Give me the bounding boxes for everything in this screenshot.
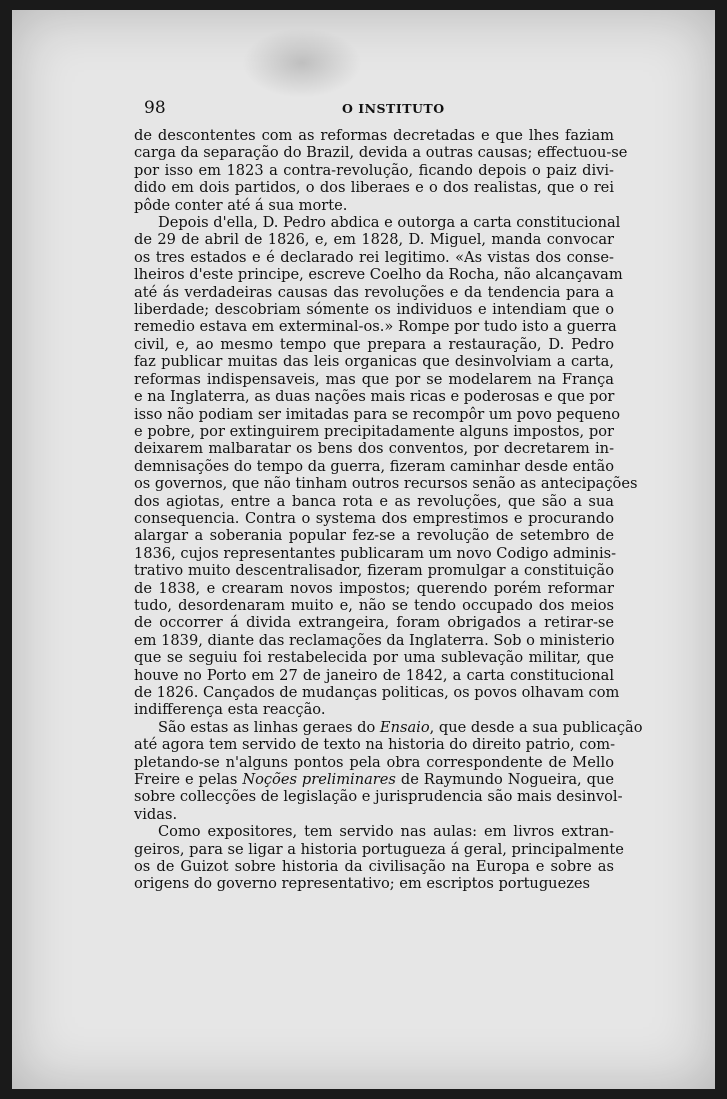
- text-line: 1836, cujos representantes publicaram um novo Codigo adminis-: [134, 544, 617, 562]
- text-line: de 29 de abril de 1826, e, em 1828, D. Miguel, manda convocar: [134, 231, 614, 249]
- text-line: liberdade; descobriam sómente os individuos e intendiam que o: [134, 301, 614, 319]
- text-line: e pobre, por extinguirem precipitadamente alguns impostos, por: [134, 422, 614, 440]
- text-line: dido em dois partidos, o dos liberaes e o dos realistas, que o rei: [134, 179, 614, 197]
- text-line: Depois d'ella, D. Pedro abdica e outorga a carta constitucional: [158, 214, 621, 232]
- text-line: tudo, desordenaram muito e, não se tendo occupado dos meios: [134, 596, 614, 614]
- text-line: pôde conter até á sua morte.: [134, 196, 348, 214]
- text-line: deixarem malbaratar os bens dos conventos, por decretarem in-: [134, 440, 614, 458]
- text-line: até ás verdadeiras causas das revoluções e da tendencia para a: [134, 283, 614, 301]
- text-line: Freire e pelas Noções preliminares de Raymundo Nogueira, que: [134, 771, 614, 789]
- text-line: de 1838, e crearam novos impostos; querendo porém reformar: [134, 579, 614, 597]
- italic-title: Noções preliminares: [242, 771, 396, 789]
- text-line: reformas indispensaveis, mas que por se modelarem na França: [134, 370, 614, 388]
- text-line: consequencia. Contra o systema dos emprestimos e procurando: [134, 509, 614, 527]
- text-line: de occorrer á divida extrangeira, foram obrigados a retirar-se: [134, 614, 614, 632]
- text-line: de 1826. Cançados de mudanças politicas, os povos olhavam com: [134, 684, 620, 701]
- text-line: faz publicar muitas das leis organicas que desinvolviam a carta,: [134, 353, 614, 371]
- text-line: os governos, que não tinham outros recursos senão as antecipações: [134, 475, 638, 493]
- paragraph: [134, 718, 643, 823]
- body-text: [134, 127, 643, 893]
- page-number: 98: [144, 98, 166, 118]
- paragraph: [134, 214, 638, 719]
- text-line: indifferença esta reacção.: [134, 701, 326, 719]
- italic-title: Ensaio: [379, 718, 430, 736]
- text-line: pletando-se n'alguns pontos pela obra correspondente de Mello: [134, 753, 614, 771]
- text-line: civil, e, ao mesmo tempo que prepara a restauração, D. Pedro: [134, 335, 614, 353]
- text-line: carga da separação do Brazil, devida a outras causas; effectuou-se: [134, 144, 628, 162]
- scan-smudge: [242, 28, 362, 98]
- text-line: os de Guizot sobre historia da civilisação na Europa e sobre as: [134, 858, 614, 876]
- running-title: O INSTITUTO: [342, 101, 445, 116]
- text-line: dos agiotas, entre a banca rota e as revoluções, que são a sua: [134, 492, 614, 510]
- text-line: os tres estados e é declarado rei legitimo. «As vistas dos conse-: [134, 248, 614, 266]
- text-line: São estas as linhas geraes do Ensaio, que desde a sua publicação: [158, 718, 643, 736]
- text-line: alargar a soberania popular fez-se a revolução de setembro de: [134, 527, 614, 545]
- text-line: geiros, para se ligar a historia portugueza á geral, principalmente: [134, 840, 624, 858]
- text-line: remedio estava em exterminal-os.» Rompe por tudo isto a guerra: [134, 318, 617, 336]
- paragraph: [134, 823, 624, 893]
- paragraph: [134, 127, 628, 214]
- text-line: em 1839, diante das reclamações da Inglaterra. Sob o ministerio: [134, 631, 615, 649]
- text-line: por isso em 1823 a contra-revolução, ficando depois o paiz divi-: [134, 161, 614, 179]
- text-line: de descontentes com as reformas decretadas e que lhes faziam: [134, 127, 614, 144]
- text-line: lheiros d'este principe, escreve Coelho da Rocha, não alcançavam: [134, 266, 623, 284]
- text-line: isso não podiam ser imitadas para se recompôr um povo pequeno: [134, 405, 621, 423]
- text-line: e na Inglaterra, as duas nações mais ricas e poderosas e que por: [134, 388, 615, 406]
- text-line: sobre collecções de legislação e jurisprudencia são mais desinvol-: [134, 788, 623, 806]
- text-line: vidas.: [134, 805, 178, 823]
- text-line: Como expositores, tem servido nas aulas: em livros extran-: [158, 823, 614, 841]
- text-line: demnisações do tempo da guerra, fizeram caminhar desde então: [134, 457, 614, 475]
- page-header: [144, 98, 594, 120]
- text-line: até agora tem servido de texto na historia do direito patrio, com-: [134, 736, 616, 754]
- text-line: que se seguiu foi restabelecida por uma sublevação militar, que: [134, 649, 614, 667]
- text-line: houve no Porto em 27 de janeiro de 1842, a carta constitucional: [134, 666, 614, 684]
- text-line: trativo muito descentralisador, fizeram promulgar a constituição: [134, 562, 614, 580]
- text-line: origens do governo representativo; em escriptos portuguezes: [134, 875, 591, 893]
